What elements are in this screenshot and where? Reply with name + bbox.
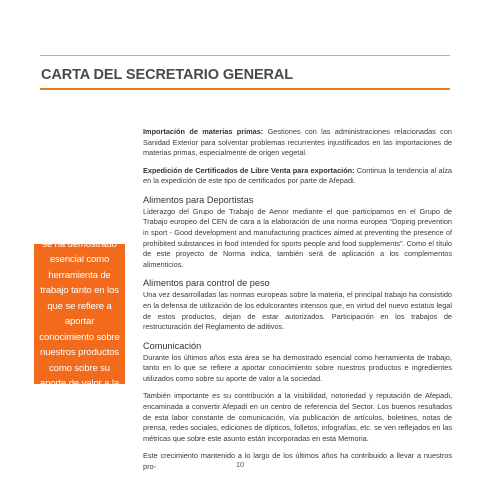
body-text bbox=[143, 127, 452, 479]
paragraph-crecimiento: Este crecimiento mantenido a lo largo de los últimos años ha contribuido a llevar a nuestros pro- bbox=[143, 451, 452, 471]
top-divider bbox=[40, 55, 450, 56]
paragraph-certificados bbox=[143, 166, 452, 187]
paragraph-control-peso: Una vez desarrolladas las normas europeas sobre la materia, el principal trabajo ha consistido en la defensa de utilización de los edulcorantes intensos que, en virtud del nuevo estatus legal de estos productos, dejan de estar autorizados. Participación en los trabajos de restructuración del Reglamento de aditivos. bbox=[143, 290, 452, 332]
page-title: CARTA DEL SECRETARIO GENERAL bbox=[41, 67, 294, 83]
lead-importacion: Importación de materias primas: bbox=[143, 127, 264, 136]
body-certificados: Continua la tendencia al alza en la expedición de este tipo de certificados por parte de Afepadi. bbox=[143, 165, 452, 186]
lead-certificados: Expedición de Certificados de Libre Venta para exportación: bbox=[143, 165, 355, 175]
heading-control-peso: Alimentos para control de peso bbox=[143, 278, 270, 289]
body-importacion: Gestiones con las administraciones relacionadas con Sanidad Exterior para solventar problemas recurrentes injustificados en las importaciones de materias primas, especialmente de origen vegetal. bbox=[143, 127, 452, 158]
heading-deportistas: Alimentos para Deportistas bbox=[143, 194, 254, 205]
title-underline bbox=[40, 88, 450, 90]
paragraph-comunicacion: Durante los últimos años esta área se ha demostrado esencial como herramienta de trabajo, tanto en lo que se refiere a aportar conocimiento sobre nuestros productos e ingredientes utilizados como sobre su aporte de valor a la sociedad. bbox=[143, 352, 452, 383]
heading-comunicacion: Comunicación bbox=[143, 340, 202, 351]
pull-quote-text: “La comunicación se ha demostrado esencial como herramienta de trabajo tanto en los que se refiere a aportar conocimiento sobre nuestros productos como sobre su aporte de valor a la sociedad” bbox=[39, 223, 120, 405]
paragraph-deportistas: Liderazgo del Grupo de Trabajo de Aenor mediante el que participamos en el Grupo de Trabajo europeo del CEN de cara a la elaboración de una norma europea “Doping prevention in sport - Good development and manufacturing practices aimed at preventing the presence of prohibited substances in food intended for sports people and food supplements”. Como el título de este proyecto de Norma indica, también será de aplicación a los complementos alimenticios. bbox=[143, 206, 452, 270]
pull-quote-box bbox=[34, 223, 125, 405]
paragraph-importacion bbox=[143, 127, 452, 159]
page-number: 10 bbox=[235, 460, 245, 469]
paragraph-visibilidad: También importante es su contribución a la visibilidad, notoriedad y reputación de Afepadi, encaminada a convertir Afepadi en un centro de referencia del Sector. Los buenos resultados de esta labor constante de comunicación, vía publicación de artículos, boletines, notas de prensa, redes sociales, ediciones de dípticos, folletos, infografías, etc. se ven reflejados en las métricas que sobre este asunto están incorporadas en esta Memoria. bbox=[143, 391, 452, 443]
